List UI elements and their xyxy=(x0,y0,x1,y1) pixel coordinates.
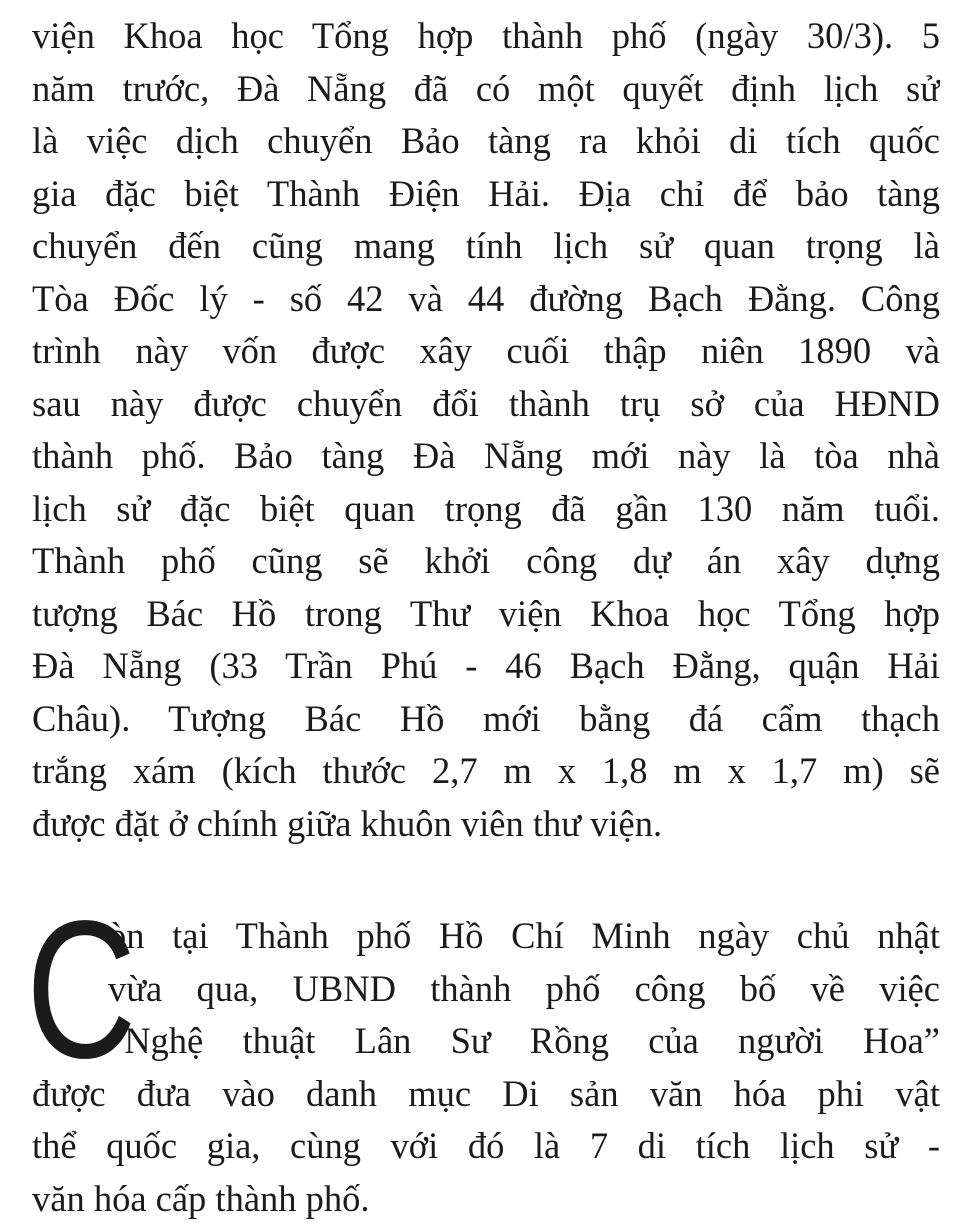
text-line: Châu). Tượng Bác Hồ mới bằng đá cẩm thạch xyxy=(32,693,940,746)
paragraph-1 xyxy=(32,10,940,850)
text-line: chuyển đến cũng mang tính lịch sử quan trọng là xyxy=(32,220,940,273)
text-line: vừa qua, UBND thành phố công bố về việc xyxy=(108,963,940,1016)
paragraph-spacer xyxy=(32,850,940,910)
drop-cap: C xyxy=(26,900,92,1080)
text-line: trắng xám (kích thước 2,7 m x 1,8 m x 1,7 m) sẽ xyxy=(32,745,940,798)
text-line: thành phố. Bảo tàng Đà Nẵng mới này là tòa nhà xyxy=(32,430,940,483)
text-line: là việc dịch chuyển Bảo tàng ra khỏi di tích quốc xyxy=(32,115,940,168)
text-line: được đưa vào danh mục Di sản văn hóa phi vật xyxy=(32,1068,940,1121)
text-line: gia đặc biệt Thành Điện Hải. Địa chỉ để bảo tàng xyxy=(32,168,940,221)
text-line: thể quốc gia, cùng với đó là 7 di tích lịch sử - xyxy=(32,1120,940,1173)
text-line: viện Khoa học Tổng hợp thành phố (ngày 30/3). 5 xyxy=(32,10,940,63)
text-line: được đặt ở chính giữa khuôn viên thư viện. xyxy=(32,798,940,851)
article-body xyxy=(32,10,940,1225)
text-line: trình này vốn được xây cuối thập niên 1890 và xyxy=(32,325,940,378)
text-line: “Nghệ thuật Lân Sư Rồng của người Hoa” xyxy=(108,1015,940,1068)
text-line: Thành phố cũng sẽ khởi công dự án xây dựng xyxy=(32,535,940,588)
text-line: văn hóa cấp thành phố. xyxy=(32,1173,940,1225)
text-line: Đà Nẵng (33 Trần Phú - 46 Bạch Đằng, quận Hải xyxy=(32,640,940,693)
text-line: năm trước, Đà Nẵng đã có một quyết định lịch sử xyxy=(32,63,940,116)
text-line: lịch sử đặc biệt quan trọng đã gần 130 năm tuổi. xyxy=(32,483,940,536)
text-line: sau này được chuyển đổi thành trụ sở của HĐND xyxy=(32,378,940,431)
text-line: Tòa Đốc lý - số 42 và 44 đường Bạch Đằng. Công xyxy=(32,273,940,326)
text-line: òn tại Thành phố Hồ Chí Minh ngày chủ nhật xyxy=(108,910,940,963)
text-line: tượng Bác Hồ trong Thư viện Khoa học Tổng hợp xyxy=(32,588,940,641)
paragraph-2 xyxy=(32,910,940,1225)
